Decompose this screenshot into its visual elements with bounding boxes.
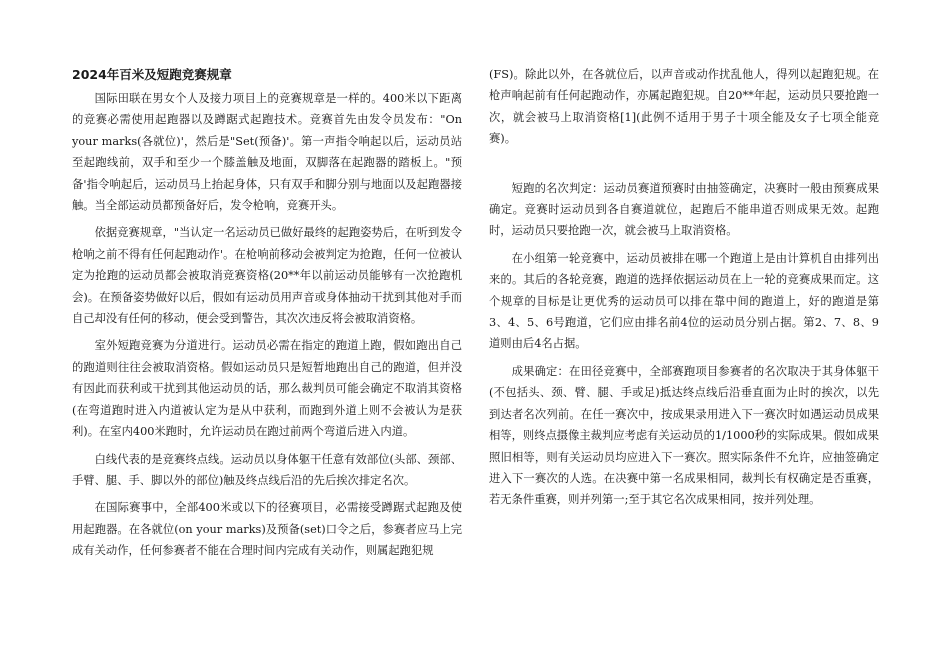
- paragraph: 室外短跑竞赛为分道进行。运动员必需在指定的跑道上跑，假如跑出自己的跑道则往往会被取消资格。假如运动员只是短暂地跑出自己的跑道，但并没有因此而获利或干扰到其他运动员的话，那么裁判员可能会确定不取消其资格(在弯道跑时进入内道被认定为是从中获利，而跑到外道上则不会被认为是获利)。在室内400米跑时，允许运动员在跑过前两个弯道后进入内道。: [72, 339, 462, 439]
- paragraph: 在小组第一轮竞赛中，运动员被排在哪一个跑道上是由计算机自由排列出来的。其后的各轮竞赛，跑道的选择依据运动员在上一轮的竞赛成果而定。这个规章的目标是让更优秀的运动员可以排在靠中间的跑道上，好的跑道是第3、4、5、6号跑道，它们应由排名前4位的运动员分别占据。第2、7、8、9道则由后4名占据。: [489, 251, 879, 351]
- paragraph: 依据竞赛规章，"当认定一名运动员已做好最终的起跑姿势后，在听到发令枪响之前不得有任何起跑动作'。在枪响前移动会被判定为抢跑，任何一位被认定为抢跑的运动员都会被取消竞赛资格(20**年以前运动员能够有一次抢跑机会)。在预备姿势做好以后，假如有运动员用声音或身体抽动干扰到其他对手而自己却没有任何的移动，便会受到警告，其次次违反将会被取消资格。: [72, 226, 462, 326]
- right-column: [489, 64, 879, 517]
- left-column: [72, 64, 462, 568]
- paragraph-continuation: (FS)。除此以外，在各就位后，以声音或动作扰乱他人，得列以起跑犯规。在枪声响起前有任何起跑动作，亦属起跑犯规。自20**年起，运动员只要抢跑一次，就会被马上取消资格[1](此例不适用于男子十项全能及女子七项全能竞赛)。: [489, 68, 879, 146]
- paragraph-gap: [489, 156, 879, 178]
- document-title: 2024年百米及短跑竞赛规章: [72, 67, 232, 82]
- paragraph: 白线代表的是竞赛终点线。运动员以身体躯干任意有效部位(头部、颈部、手臂、腿、手、脚以外的部位)触及终点线后沿的先后挨次排定名次。: [72, 452, 462, 487]
- paragraph: 国际田联在男女个人及接力项目上的竞赛规章是一样的。400米以下距离的竞赛必需使用起跑器以及蹲踞式起跑技术。竞赛首先由发令员发布："On your marks(各就位)'，然后是"Set(预备)'。第一声指令响起以后，运动员站至起跑线前，双手和至少一个膝盖触及地面，双脚落在起跑器的踏板上。"预备'指令响起后，运动员马上抬起身体，只有双手和脚分别与地面以及起跑器接触。当全部运动员都预备好后，发令枪响，竞赛开头。: [72, 92, 462, 213]
- paragraph: 在国际赛事中，全部400米或以下的径赛项目，必需接受蹲踞式起跑及使用起跑器。在各就位(on your marks)及预备(set)口令之后，参赛者应马上完成有关动作，任何参赛者不能在合理时间内完成有关动作，则属起跑犯规: [72, 501, 462, 558]
- paragraph: 成果确定：在田径竞赛中，全部赛跑项目参赛者的名次取决于其身体躯干(不包括头、颈、臂、腿、手或足)抵达终点线后沿垂直面为止时的挨次，以先到达者名次列前。在任一赛次中，按成果录用进入下一赛次时如遇运动员成果相等，则终点摄像主裁判应考虑有关运动员的1/1000秒的实际成果。假如成果照旧相等，则有关运动员均应进入下一赛次。照实际条件不允许，应抽签确定进入下一赛次的人选。在决赛中第一名成果相同，裁判长有权确定是否重赛，若无条件重赛，则并列第一;至于其它名次成果相同，按并列处理。: [489, 364, 879, 507]
- paragraph: 短跑的名次判定：运动员赛道预赛时由抽签确定，决赛时一般由预赛成果确定。竞赛时运动员到各自赛道就位，起跑后不能串道否则成果无效。起跑时，运动员只要抢跑一次，就会被马上取消资格。: [489, 181, 879, 238]
